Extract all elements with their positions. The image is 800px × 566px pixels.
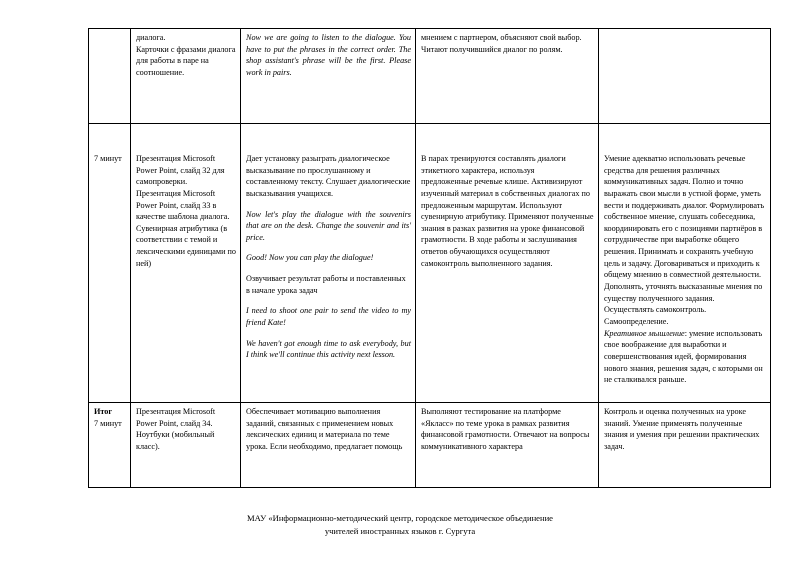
cell-equipment: [131, 29, 241, 124]
uud-creative-body: : умение использовать свое воображение для выработки и совершенствования идей, формирования нового знания, решения задач, с которыми он не сталкивался раньше.: [604, 328, 763, 385]
student-text: мнением с партнером, объясняют свой выбор. Читают получившийся диалог по ролям.: [421, 33, 582, 54]
footer-line-1: МАУ «Информационно-методический центр, городское методическое объединение: [247, 513, 553, 523]
cell-uud: [599, 124, 771, 403]
cell-student-activity: [416, 29, 599, 124]
lesson-plan-table: [88, 28, 771, 488]
cell-equipment: [131, 403, 241, 488]
cell-teacher-activity: [241, 29, 416, 124]
footer-line-2: учителей иностранных языков г. Сургута: [324, 525, 476, 536]
teacher-text-en: Now we are going to listen to the dialogue. You have to put the phrases in the correct order. The shop assistant's phrase will be the first. Please work in pairs.: [246, 33, 411, 77]
cell-uud: [599, 403, 771, 488]
teacher-text: Дает установку разыграть диалогическое высказывание по прослушанному и составленному тексту. Слушает диалогические высказывания учащихся.: [246, 154, 411, 198]
uud-text: Умение адекватно использовать речевые средства для решения различных коммуникативных задач. Полно и точно выражать свои мысли в устной форме, уметь вести и поддерживать диалог. Формулировать собственное мнение, слушать собеседника, координировать его с позициями партнёров в сотрудничестве при выработке общего решения. Принимать и сохранять учебную цель и задачу. Договариваться и приходить к общему мнению в совместной деятельности. Дополнять, уточнять высказанные мнения по существу полученного задания. Осуществлять самоконтроль. Самоопределение.: [604, 154, 765, 326]
uud-text: Контроль и оценка полученных на уроке знаний. Умение применять полученные знания и умения при решении практических задач.: [604, 407, 760, 451]
equipment-text: Презентация Microsoft Power Point, слайд 32 для самопроверки.: [136, 154, 225, 187]
table-row: [89, 124, 771, 403]
table-row: [89, 403, 771, 488]
uud-creative-label: Креативное мышление: [604, 328, 685, 338]
cell-student-activity: [416, 403, 599, 488]
teacher-text: Озвучивает результат работы и поставленных в начале урока задач: [246, 274, 406, 295]
time-value: 7 минут: [94, 154, 122, 163]
equipment-text: диалога.: [136, 33, 166, 42]
teacher-text-en: Now let's play the dialogue with the souvenirs that are on the desk. Change the souvenir and its' price.: [246, 209, 411, 242]
stage-label: Итог: [94, 407, 113, 416]
student-text: Выполняют тестирование на платформе «Якласс» по теме урока в рамках развития финансовой грамотности. Отвечают на вопросы коммуникативного характера: [421, 407, 590, 451]
teacher-text-en: I need to shoot one pair to send the video to my friend Kate!: [246, 306, 411, 328]
cell-student-activity: [416, 124, 599, 403]
equipment-text: Карточки с фразами диалога для работы в паре на соотношение.: [136, 44, 236, 77]
cell-uud: [599, 29, 771, 124]
cell-teacher-activity: [241, 403, 416, 488]
teacher-text-en: We haven't got enough time to ask everybody, but I think we'll continue this activity next lesson.: [246, 338, 411, 360]
cell-equipment: [131, 124, 241, 403]
equipment-text: Презентация Microsoft Power Point, слайд 34. Ноутбуки (мобильный класс).: [136, 407, 216, 451]
teacher-text: Обеспечивает мотивацию выполнения заданий, связанных с применением новых лексических единиц и материала по теме урока. Если необходимо, предлагает помощь: [246, 407, 403, 451]
cell-time: [89, 403, 131, 488]
student-text: предложенные речевые клише. Активизируют изученный материал в собственных диалогах по предложенным маршрутам. Используют сувенирную атрибутику. Применяют полученные знания в разках развития на уроке финансовой грамотности. В ходе работы и заслушивания ответов обучающихся осуществляют самоконтроль выполненного задания.: [421, 177, 594, 268]
cell-time: [89, 124, 131, 403]
cell-teacher-activity: [241, 124, 416, 403]
cell-time: [89, 29, 131, 124]
uud-text-creative: [604, 328, 766, 386]
table-row: [89, 29, 771, 124]
student-text: В парах тренируются составлять диалоги этикетного характера, используя: [421, 154, 566, 175]
equipment-text: Презентация Microsoft Power Point, слайд 33 в качестве шаблона диалога.: [136, 188, 230, 222]
teacher-text-en: Good! Now you can play the dialogue!: [246, 253, 374, 263]
time-value: 7 минут: [94, 418, 122, 428]
equipment-text: Сувенирная атрибутика (в соответствии с темой и лексическими единицами по ней): [136, 223, 237, 268]
page-footer: [0, 512, 800, 538]
